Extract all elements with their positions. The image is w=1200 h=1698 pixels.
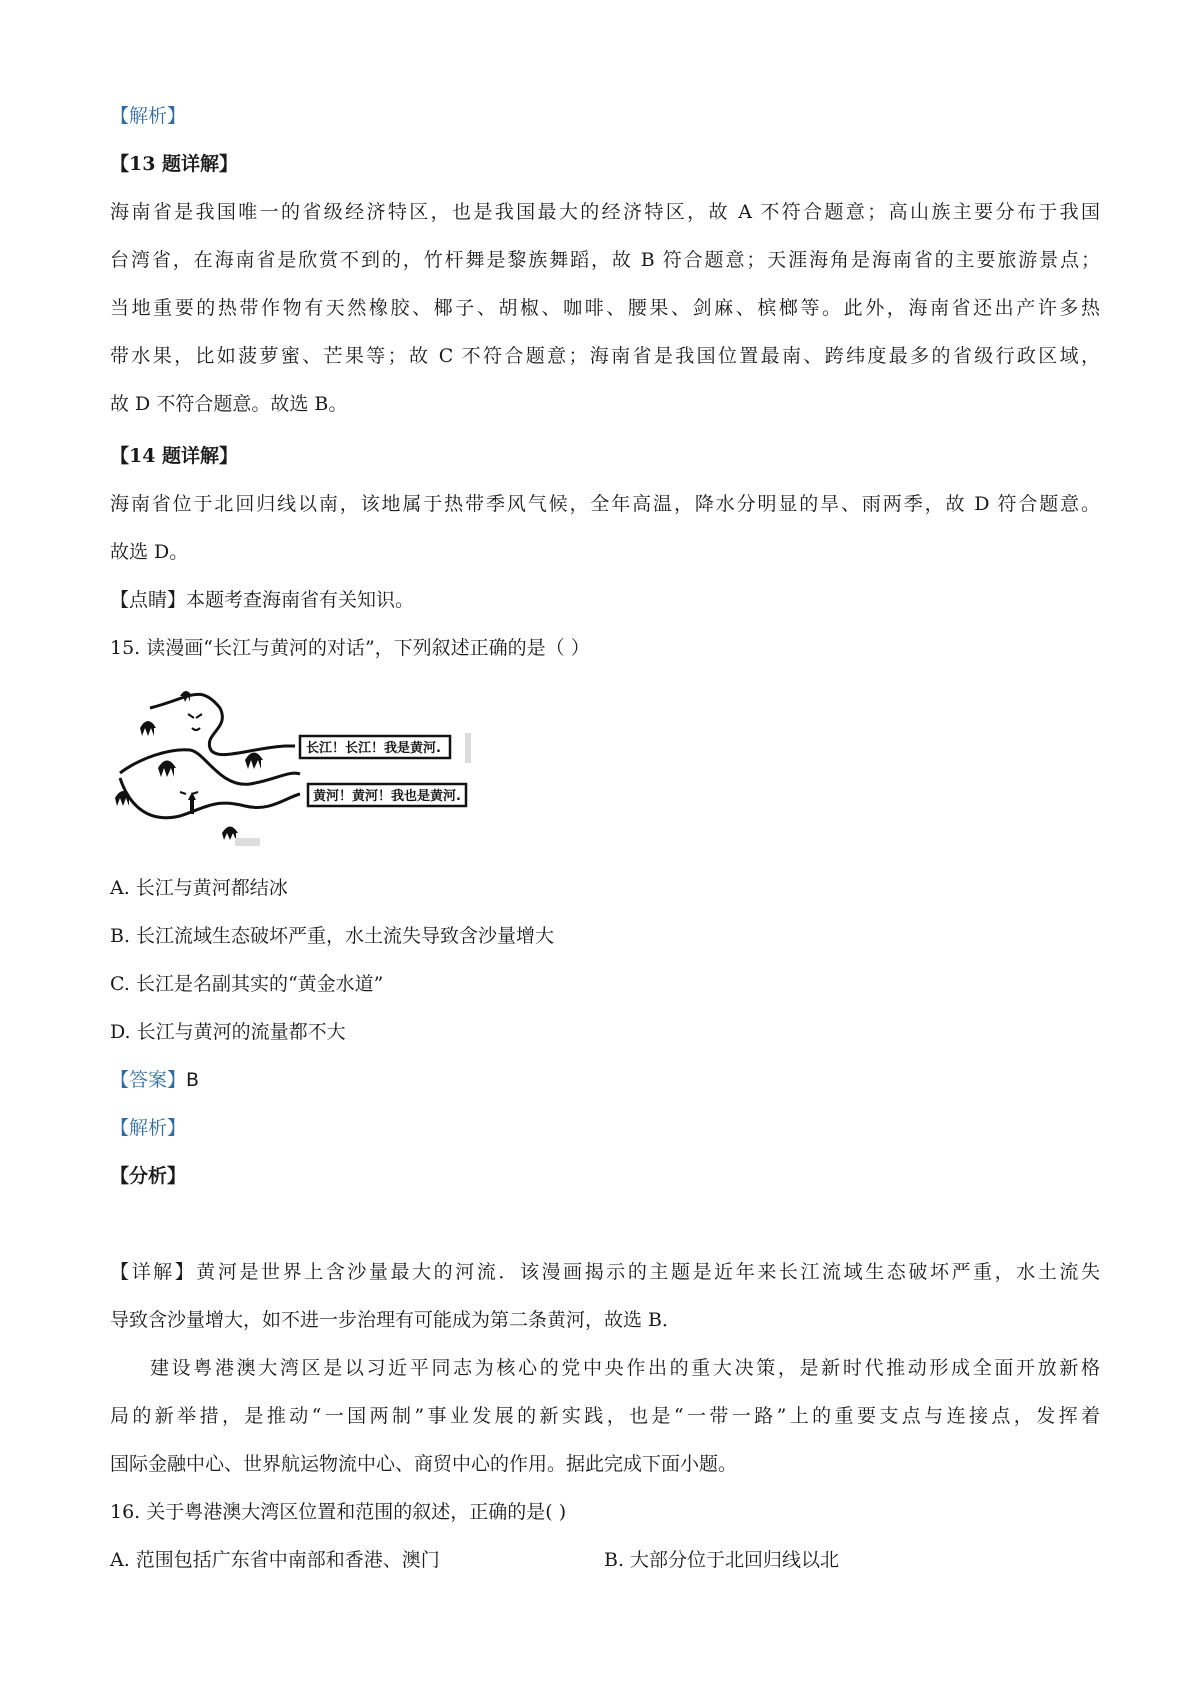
q13-detail-line: 当地重要的热带作物有天然橡胶、椰子、胡椒、咖啡、腰果、剑麻、槟榔等。此外，海南省还出产许多热 (110, 297, 1100, 319)
q13-detail-line: 台湾省，在海南省是欣赏不到的，竹杆舞是黎族舞蹈，故 B 符合题意；天涯海角是海南省的主要旅游景点； (110, 249, 1100, 271)
yellow-river-line (150, 694, 295, 754)
mountain-icons (115, 691, 263, 840)
yangtze-lower-line (120, 778, 300, 818)
q14-detail-line: 故选 D。 (110, 541, 189, 563)
q15-option-c: C. 长江是名副其实的“黄金水道” (110, 973, 384, 995)
q15-detail-line: 【详解】黄河是世界上含沙量最大的河流．该漫画揭示的主题是近年来长江流域生态破坏严重，水土流失 (110, 1261, 1100, 1283)
q15-analysis-header: 【分析】 (110, 1165, 187, 1187)
speech-bubble-bottom-text: 黄河！黄河！我也是黄河. (313, 789, 461, 804)
river-dialogue-cartoon (110, 688, 510, 848)
q14-detail-line: 海南省位于北回归线以南，该地属于热带季风气候，全年高温，降水分明显的旱、雨两季，故 D 符合题意。 (110, 493, 1100, 515)
q13-detail-line: 带水果，比如菠萝蜜、芒果等；故 C 不符合题意；海南省是我国位置最南、跨纬度最多的省级行政区域， (110, 345, 1100, 367)
yangtze-river-line (120, 750, 300, 785)
q16-stem: 16. 关于粤港澳大湾区位置和范围的叙述，正确的是( ) (110, 1501, 567, 1523)
q15-detail-line: 导致含沙量增大，如不进一步治理有可能成为第二条黄河，故选 B． (110, 1309, 682, 1331)
answer-label: 【答案】 (110, 1069, 187, 1091)
passage-line: 局的新举措，是推动“一国两制”事业发展的新实践，也是“一带一路”上的重要支点与连接点，发挥着 (110, 1405, 1100, 1427)
analysis-label: 【解析】 (110, 105, 187, 127)
speech-bubble-top-text: 长江！长江！我是黄河. (306, 741, 441, 756)
q14-detail-header: 【14 题详解】 (110, 445, 239, 467)
q13-detail-header: 【13 题详解】 (110, 153, 239, 175)
q15-analysis-label: 【解析】 (110, 1117, 187, 1139)
q16-option-b: B. 大部分位于北回归线以北 (604, 1549, 840, 1571)
passage-line: 建设粤港澳大湾区是以习近平同志为核心的党中央作出的重大决策，是新时代推动形成全面开放新格 (150, 1357, 1100, 1379)
q13-detail-line: 故 D 不符合题意。故选 B。 (110, 393, 348, 415)
q15-option-a: A. 长江与黄河都结冰 (110, 877, 288, 899)
key-point-note: 【点睛】本题考查海南省有关知识。 (110, 589, 415, 611)
passage-line: 国际金融中心、世界航运物流中心、商贸中心的作用。据此完成下面小题。 (110, 1453, 738, 1475)
q15-answer (110, 1068, 199, 1092)
q13-detail-line: 海南省是我国唯一的省级经济特区，也是我国最大的经济特区，故 A 不符合题意；高山族主要分布于我国 (110, 201, 1100, 223)
q15-stem: 15. 读漫画“长江与黄河的对话”，下列叙述正确的是（ ） (110, 637, 590, 659)
q16-option-a: A. 范围包括广东省中南部和香港、澳门 (110, 1549, 440, 1571)
q15-option-b: B. 长江流域生态破坏严重，水土流失导致含沙量增大 (110, 925, 555, 947)
q15-option-d: D. 长江与黄河的流量都不大 (110, 1021, 346, 1043)
answer-value: B (186, 1069, 200, 1091)
